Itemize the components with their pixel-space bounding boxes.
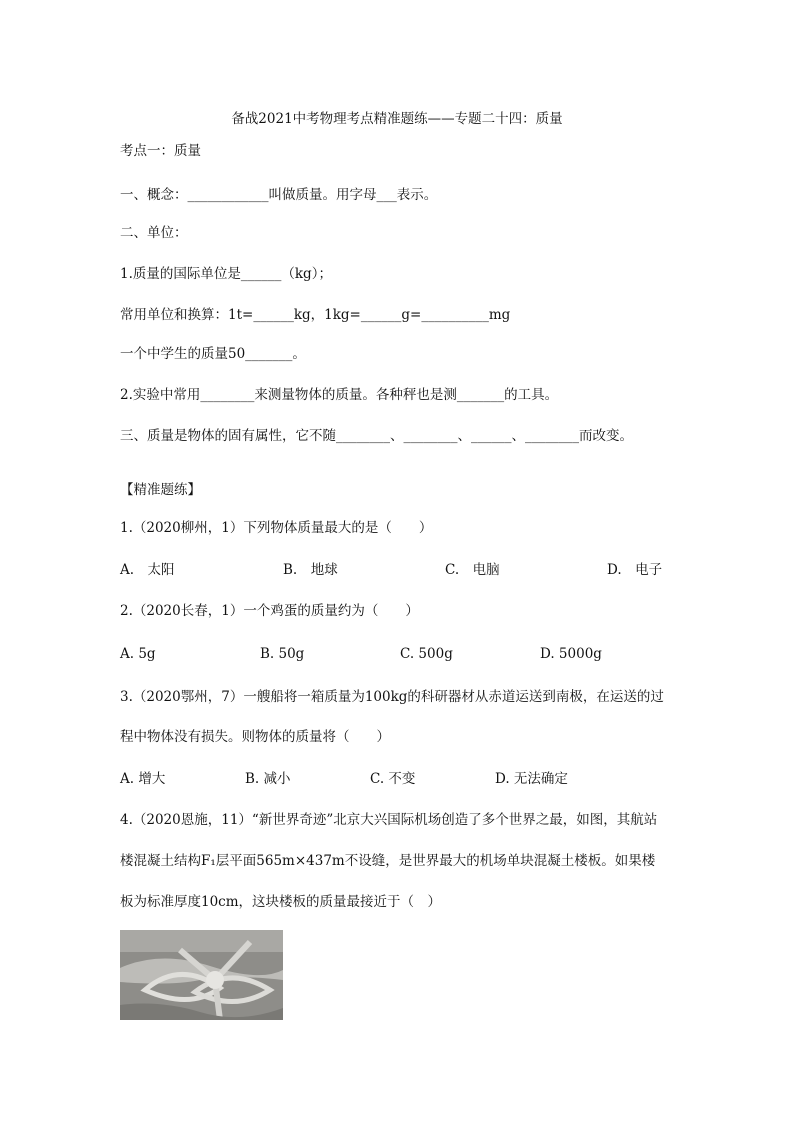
question-3-line-2: 程中物体没有损失。则物体的质量将（ ） xyxy=(120,729,390,745)
q1-option-d: D. 电子 xyxy=(607,562,663,578)
concept-line: 一、概念：____________叫做质量。用字母___表示。 xyxy=(120,187,438,203)
property-line: 三、质量是物体的固有属性，它不随________、________、______、________而改变。 xyxy=(120,428,633,444)
practice-heading: 【精准题练】 xyxy=(120,482,201,498)
q3-option-a: A. 增大 xyxy=(120,771,166,787)
airport-photo xyxy=(120,930,283,1020)
q2-option-b: B. 50g xyxy=(260,646,305,662)
unit-line-4: 2.实验中常用________来测量物体的质量。各种秤也是测_______的工具。 xyxy=(120,387,559,403)
unit-line-1: 1.质量的国际单位是______（kg）； xyxy=(120,266,332,282)
unit-line-2: 常用单位和换算：1t=______kg，1kg=______g=__________mg xyxy=(120,307,511,323)
airport-aerial-illustration xyxy=(120,930,283,1020)
question-2: 2.（2020长春，1）一个鸡蛋的质量约为（ ） xyxy=(120,603,419,619)
question-3-line-1: 3.（2020鄂州，7）一艘船将一箱质量为100kg的科研器材从赤道运送到南极，在运送的过 xyxy=(120,689,664,705)
question-1: 1.（2020柳州，1）下列物体质量最大的是（ ） xyxy=(120,520,433,536)
q2-option-d: D. 5000g xyxy=(540,646,602,662)
question-4-line-1: 4.（2020恩施，11）“新世界奇迹”北京大兴国际机场创造了多个世界之最，如图，其航站 xyxy=(120,812,658,828)
unit-line-3: 一个中学生的质量50_______。 xyxy=(120,346,306,362)
q1-option-a: A. 太阳 xyxy=(120,562,175,578)
question-4-line-2: 楼混凝土结构F₁层平面565m×437m不设缝，是世界最大的机场单块混凝土楼板。如果楼 xyxy=(120,853,656,869)
q2-option-c: C. 500g xyxy=(400,646,453,662)
q3-option-b: B. 减小 xyxy=(245,771,291,787)
q1-option-b: B. 地球 xyxy=(283,562,338,578)
unit-heading: 二、单位： xyxy=(120,225,188,241)
q3-option-d: D. 无法确定 xyxy=(495,771,568,787)
section-heading: 考点一：质量 xyxy=(120,143,201,159)
q2-option-a: A. 5g xyxy=(120,646,156,662)
q1-option-c: C. 电脑 xyxy=(445,562,500,578)
page-title: 备战2021中考物理考点精准题练——专题二十四：质量 xyxy=(231,111,563,127)
q3-option-c: C. 不变 xyxy=(370,771,416,787)
question-4-line-3: 板为标准厚度10cm，这块楼板的质量最接近于（ ） xyxy=(120,894,442,910)
